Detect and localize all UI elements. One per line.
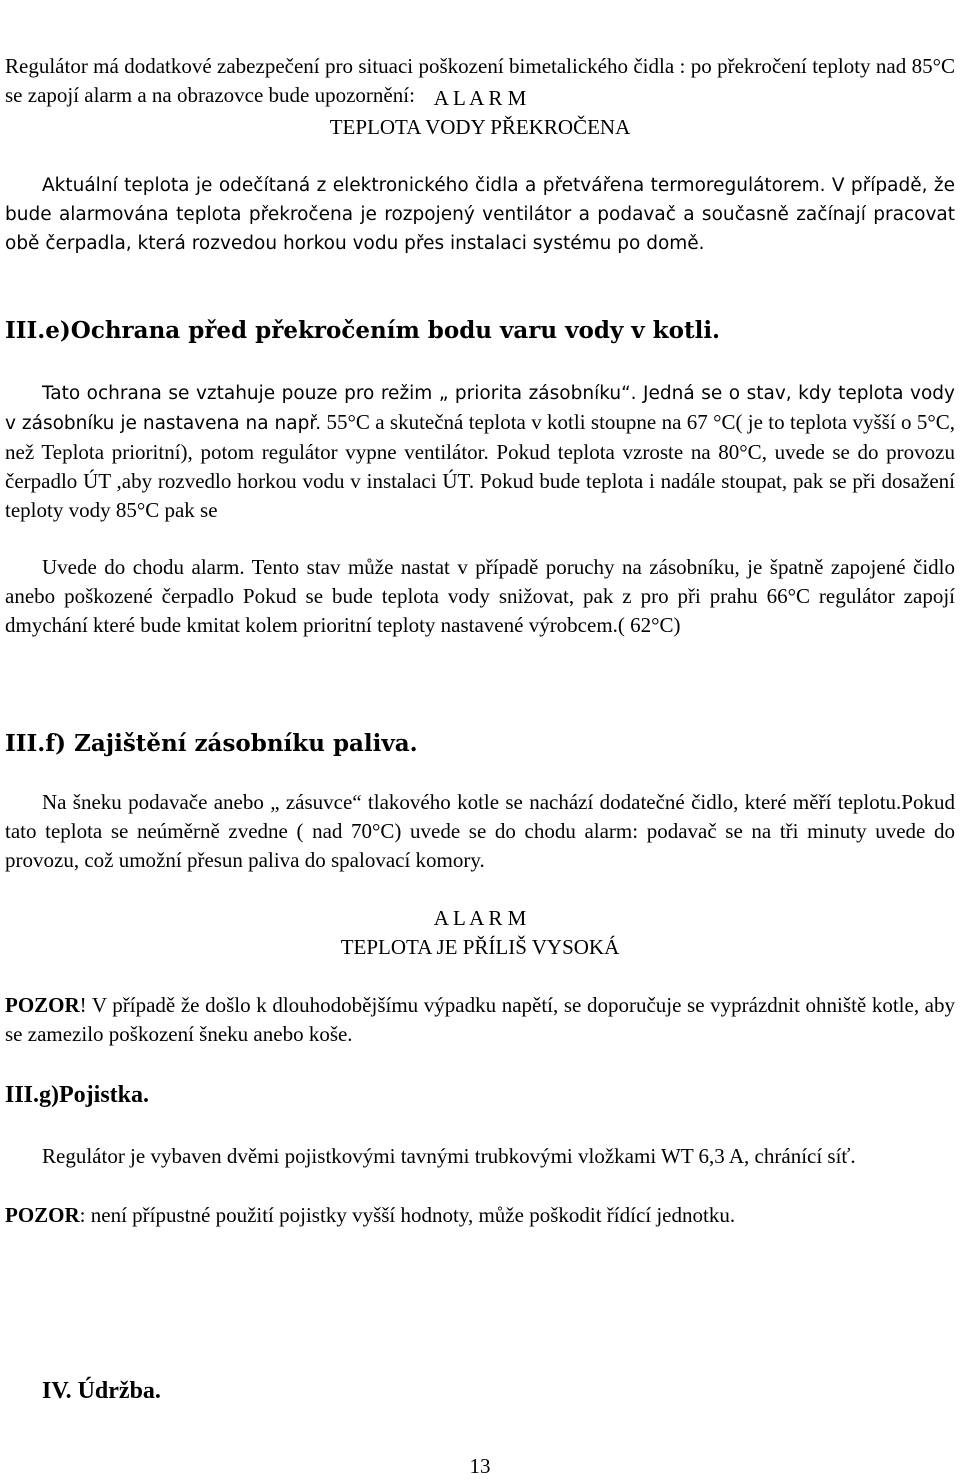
intro-paragraph: Regulátor má dodatkové zabezpečení pro situaci poškození bimetalického čidla : po překročení teploty nad 85°C se zapojí alarm a na obrazovce bude upozornění: [5,54,955,107]
paragraph-feeder-sensor: Na šneku podavače anebo „ zásuvce“ tlakového kotle se nachází dodatečné čidlo, které měří teplotu.Pokud tato teplota se neúměrně zvedne ( nad 70°C) uvede se do chodu alarm: podavač se na tři minuty uvede do provozu, což umožní přesun paliva do spalovací komory. [5,790,955,872]
paragraph-priority-protection [5,378,955,525]
paragraph-priority-sans: Tato ochrana se vztahuje pouze pro režim „ priorita zásobníku“. Jedná se o stav, kdy teplota vody v zásobníku je nastavena na např. [5,383,955,434]
section-heading-e: III.e)Ochrana před překročením bodu varu vody v kotli. [5,317,721,344]
alarm-title: A L A R M [433,906,527,930]
warning-power-outage [5,991,955,1049]
warning-label: POZOR [5,1203,80,1227]
warning-label: POZOR [5,993,80,1017]
paragraph-alarm-conditions: Uvede do chodu alarm. Tento stav může nastat v případě poruchy na zásobníku, je špatně zapojené čidlo anebo poškozené čerpadlo Pokud se bude teplota vody snižovat, pak z pro při prahu 66°C regulátor zapojí dmychání které bude kmitat kolem prioritní teploty nastavené výrobcem.( 62°C) [5,555,955,637]
section-heading-iv: IV. Údržba. [42,1378,161,1404]
section-heading-g: III.g)Pojistka. [5,1082,150,1108]
paragraph-fuses: Regulátor je vybaven dvěmi pojistkovými tavnými trubkovými vložkami WT 6,3 A, chránící síť. [42,1144,856,1168]
page-number: 13 [469,1454,491,1478]
warning-text: : není přípustné použití pojistky vyšší hodnoty, může poškodit řídící jednotku. [79,1203,736,1227]
alarm-message: TEPLOTA VODY PŘEKROČENA [329,115,631,139]
alarm-message: TEPLOTA JE PŘÍLIŠ VYSOKÁ [340,935,620,959]
alarm-title: A L A R M [433,86,527,110]
warning-fuse-rating [5,1201,955,1230]
alarm-notice-2 [5,904,955,962]
section-heading-f: III.f) Zajištění zásobníku paliva. [5,730,418,757]
paragraph-current-temperature: Aktuální teplota je odečítaná z elektronického čidla a přetvářena termoregulátorem. V případě, že bude alarmována teplota překročena je rozpojený ventilátor a podavač a současně začínají pracovat obě čerpadla, která rozvedou horkou vodu přes instalaci systému po domě. [5,175,955,254]
paragraph-priority-serif: 55°C a skutečná teplota v kotli stoupne na 67 °C( je to teplota vyšší o 5°C, než Teplota prioritní), potom regulátor vypne ventilátor. Pokud teplota vzroste na 80°C, uvede se do provozu čerpadlo ÚT ,aby rozvedlo horkou vodu v instalaci ÚT. Pokud bude teplota i nadále stoupat, pak se při dosažení teploty vody 85°C pak se [5,410,955,522]
warning-text: ! V případě že došlo k dlouhodobějšímu výpadku napětí, se doporučuje se vyprázdnit ohniště kotle, aby se zamezilo poškození šneku anebo koše. [5,993,955,1046]
alarm-notice-1 [5,84,955,142]
